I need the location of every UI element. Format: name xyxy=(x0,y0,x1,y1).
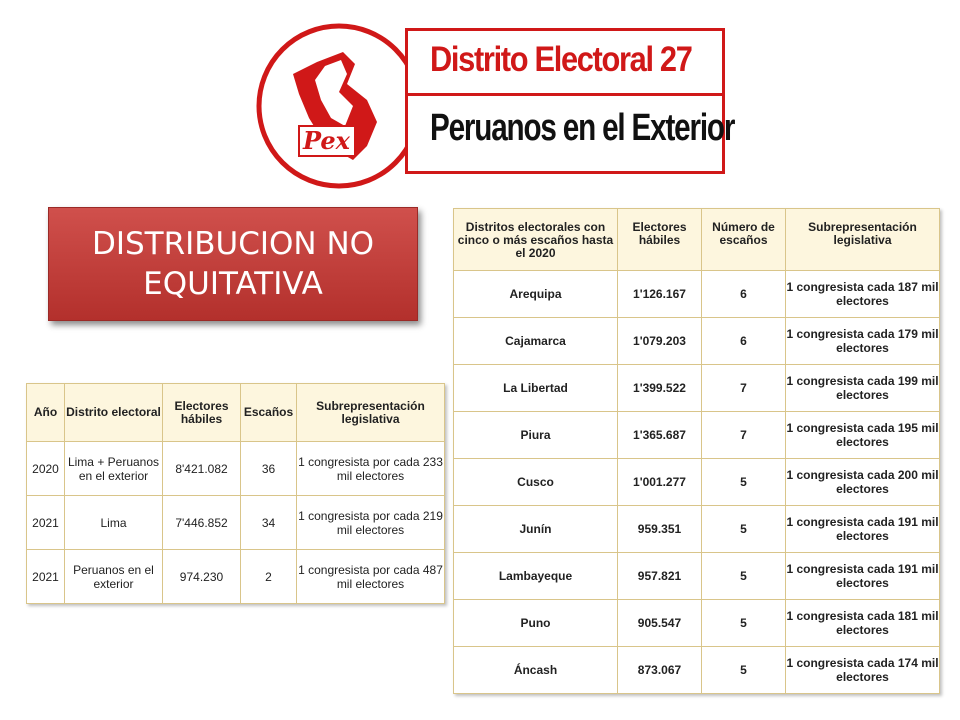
table-header-row xyxy=(27,384,445,442)
header-underrepresentation: Subrepresentación legislativa xyxy=(297,384,445,442)
cell-district: Áncash xyxy=(454,647,618,694)
table-row xyxy=(27,442,445,496)
cell-district: Piura xyxy=(454,412,618,459)
logo xyxy=(255,22,735,190)
cell-seats: 5 xyxy=(702,553,786,600)
cell-district: Lima xyxy=(65,496,163,550)
cell-voters: 974.230 xyxy=(163,550,241,604)
table-districts-five-seats xyxy=(453,208,940,694)
slide-title-line2: EQUITATIVA xyxy=(143,266,323,302)
cell-district: Puno xyxy=(454,600,618,647)
logo-title: Distrito Electoral 27 xyxy=(430,40,692,79)
cell-voters: 1'126.167 xyxy=(618,271,702,318)
cell-voters: 1'399.522 xyxy=(618,365,702,412)
table-row xyxy=(454,412,940,459)
cell-seats: 6 xyxy=(702,271,786,318)
cell-district: Lambayeque xyxy=(454,553,618,600)
cell-voters: 905.547 xyxy=(618,600,702,647)
cell-seats: 5 xyxy=(702,647,786,694)
cell-district: La Libertad xyxy=(454,365,618,412)
cell-voters: 1'079.203 xyxy=(618,318,702,365)
logo-subtitle: Peruanos en el Exterior xyxy=(430,107,735,149)
cell-voters: 959.351 xyxy=(618,506,702,553)
table-row xyxy=(454,506,940,553)
cell-seats: 2 xyxy=(241,550,297,604)
header-voters: Electores hábiles xyxy=(618,209,702,271)
table-row xyxy=(454,553,940,600)
header-voters: Electores hábiles xyxy=(163,384,241,442)
header-seats: Número de escaños xyxy=(702,209,786,271)
table-header-row xyxy=(454,209,940,271)
cell-seats: 7 xyxy=(702,412,786,459)
cell-underrepresentation: 1 congresista por cada 219 mil electores xyxy=(297,496,445,550)
cell-seats: 5 xyxy=(702,506,786,553)
header-seats: Escaños xyxy=(241,384,297,442)
cell-underrepresentation: 1 congresista por cada 487 mil electores xyxy=(297,550,445,604)
slide-title-box xyxy=(48,207,418,321)
table-row xyxy=(454,365,940,412)
peru-map-logo-icon xyxy=(255,22,423,190)
cell-seats: 7 xyxy=(702,365,786,412)
logo-divider xyxy=(405,93,725,96)
table-row xyxy=(454,459,940,506)
logo-badge: Pex xyxy=(303,126,350,155)
cell-underrepresentation: 1 congresista cada 174 mil electores xyxy=(786,647,940,694)
header-district: Distritos electorales con cinco o más escaños hasta el 2020 xyxy=(454,209,618,271)
cell-underrepresentation: 1 congresista cada 191 mil electores xyxy=(786,506,940,553)
cell-underrepresentation: 1 congresista por cada 233 mil electores xyxy=(297,442,445,496)
table-row xyxy=(27,496,445,550)
cell-underrepresentation: 1 congresista cada 181 mil electores xyxy=(786,600,940,647)
table-lima-exterior xyxy=(26,383,445,604)
cell-seats: 36 xyxy=(241,442,297,496)
cell-underrepresentation: 1 congresista cada 187 mil electores xyxy=(786,271,940,318)
header-district: Distrito electoral xyxy=(65,384,163,442)
table-row xyxy=(454,318,940,365)
cell-underrepresentation: 1 congresista cada 195 mil electores xyxy=(786,412,940,459)
cell-voters: 1'365.687 xyxy=(618,412,702,459)
cell-seats: 6 xyxy=(702,318,786,365)
cell-underrepresentation: 1 congresista cada 199 mil electores xyxy=(786,365,940,412)
cell-district: Peruanos en el exterior xyxy=(65,550,163,604)
cell-voters: 8'421.082 xyxy=(163,442,241,496)
cell-seats: 5 xyxy=(702,600,786,647)
cell-voters: 873.067 xyxy=(618,647,702,694)
cell-district: Cajamarca xyxy=(454,318,618,365)
table-row xyxy=(27,550,445,604)
cell-voters: 7'446.852 xyxy=(163,496,241,550)
cell-underrepresentation: 1 congresista cada 179 mil electores xyxy=(786,318,940,365)
cell-district: Junín xyxy=(454,506,618,553)
cell-seats: 5 xyxy=(702,459,786,506)
cell-year: 2021 xyxy=(27,550,65,604)
cell-seats: 34 xyxy=(241,496,297,550)
table-row xyxy=(454,600,940,647)
cell-year: 2020 xyxy=(27,442,65,496)
cell-voters: 1'001.277 xyxy=(618,459,702,506)
cell-district: Lima + Peruanos en el exterior xyxy=(65,442,163,496)
table-row xyxy=(454,647,940,694)
header-underrepresentation: Subrepresentación legislativa xyxy=(786,209,940,271)
header-year: Año xyxy=(27,384,65,442)
cell-underrepresentation: 1 congresista cada 191 mil electores xyxy=(786,553,940,600)
table-row xyxy=(454,271,940,318)
cell-voters: 957.821 xyxy=(618,553,702,600)
cell-district: Cusco xyxy=(454,459,618,506)
cell-district: Arequipa xyxy=(454,271,618,318)
cell-year: 2021 xyxy=(27,496,65,550)
cell-underrepresentation: 1 congresista cada 200 mil electores xyxy=(786,459,940,506)
slide-title-line1: DISTRIBUCION NO xyxy=(91,226,375,262)
